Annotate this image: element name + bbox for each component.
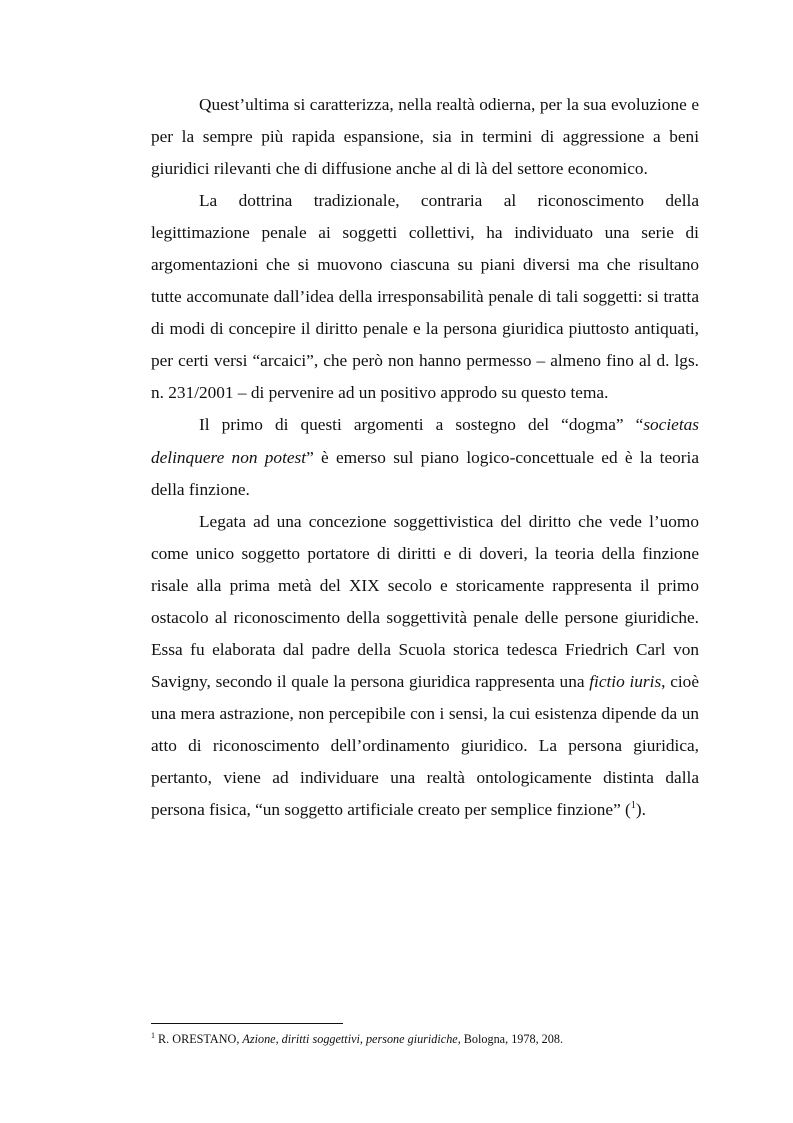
footnote-separator [151,1023,343,1024]
footnote: $^1$ R. ORESTANO, Azione, diritti soggettivi, persone giuridiche, Bologna, 1978, 208. [151,1030,563,1046]
footnote-title: Azione, diritti soggettivi, persone giuridiche [242,1032,458,1046]
paragraph-4-after: , cioè una mera astrazione, non percepibile con i sensi, la cui esistenza dipende da un atto di riconoscimento dell’ordinamento giuridico. La persona giuridica, pertanto, viene ad individuare una realtà ontologicamente distinta dalla persona fisica, “un soggetto artificiale creato per semplice finzione” ( [151,671,699,820]
paragraph-1 [151,89,699,185]
paragraph-3-italic-phrase: societas delinquere non potest [151,415,699,467]
paragraph-4 [151,506,699,826]
paragraph-4-italic-phrase: fictio iuris [589,671,662,691]
paragraph-2 [151,185,699,409]
footnote-author-initial: R. O [158,1032,182,1046]
paragraph-4-end: ). [635,800,646,820]
paragraph-3-after: ” è emerso sul piano logico-concettuale ed è la teoria della finzione. [151,447,699,499]
footnote-number: 1 [151,1030,155,1040]
paragraph-3-before: Il primo di questi argomenti a sostegno del “dogma” “ [199,415,644,435]
document-body [151,89,699,826]
footnote-reference[interactable]: 1 [630,800,636,812]
footnote-details: , Bologna, 1978, 208. [457,1032,563,1046]
footnote-author-surname: RESTANO [181,1032,237,1046]
paragraph-2-text: La dottrina tradizionale, contraria al riconoscimento della legittimazione penale ai soggetti collettivi, ha individuato una serie di argomentazioni che si muovono ciascuna su piani diversi ma che risultano tutte accomunate dall’idea della irresponsabilità penale di tali soggetti: si tratta di modi di concepire il diritto penale e la persona giuridica piuttosto antiquati, per certi versi “arcaici”, che però non hanno permesso – almeno fino al d. lgs. n. 231/2001 – di pervenire ad un positivo approdo su questo tema. [151,191,699,403]
paragraph-1-text: Quest’ultima si caratterizza, nella realtà odierna, per la sua evoluzione e per la sempre più rapida espansione, sia in termini di aggressione a beni giuridici rilevanti che di diffusione anche al di là del settore economico. [151,95,699,179]
paragraph-4-before: Legata ad una concezione soggettivistica del diritto che vede l’uomo come unico soggetto portatore di diritti e di doveri, la teoria della finzione risale alla prima metà del XIX secolo e storicamente rappresenta il primo ostacolo al riconoscimento della soggettività penale delle persone giuridiche. Essa fu elaborata dal padre della Scuola storica tedesca Friedrich Carl von Savigny, secondo il quale la persona giuridica rappresenta una [151,511,699,691]
paragraph-3 [151,409,699,505]
